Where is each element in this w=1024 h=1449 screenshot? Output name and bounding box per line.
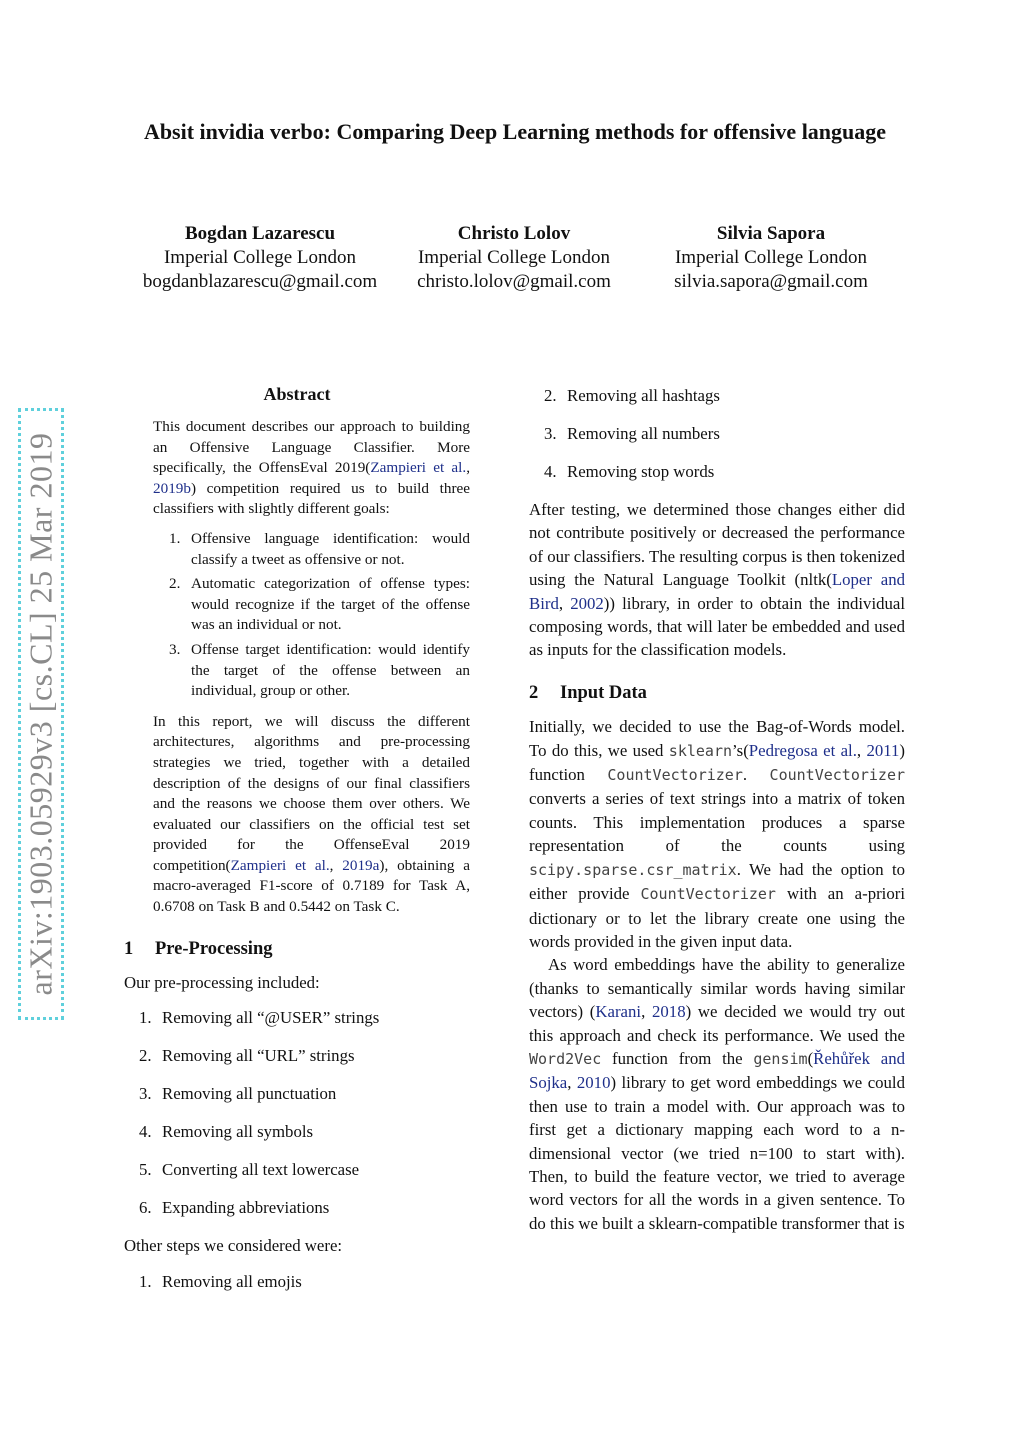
goals-list: [153, 529, 470, 702]
citation-link[interactable]: Zampieri et al.: [230, 856, 330, 874]
author-name: Silvia Sapora: [716, 223, 826, 244]
citation-link[interactable]: 2002: [570, 593, 604, 613]
left-column: [124, 380, 470, 1308]
section-heading: 2 Input Data: [529, 682, 647, 703]
list-item: 4. Removing all symbols: [139, 1122, 314, 1142]
list-item: 4. Removing stop words: [544, 462, 715, 481]
author-email: silvia.sapora@gmail.com: [674, 271, 868, 292]
citation-link[interactable]: Karani: [595, 1002, 642, 1022]
citation-link[interactable]: 2019b: [153, 479, 191, 497]
right-column: [529, 380, 905, 1235]
author-affiliation: Imperial College London: [417, 247, 611, 268]
citation-link[interactable]: 2019a: [342, 856, 380, 874]
abstract-paragraph-2: In this report, we will discuss the different architectures, algorithms and pre-processing strategies we tried, together with a detailed description of the designs of our final classifiers and the reasons we choose them over others. We evaluated our classifiers on the official test set provided for the OffenseEval 2019 competition(Zampieri et al., 2019a), obtaining a macro-averaged F1-score of 0.7189 for Task A, 0.6708 on Task B and 0.5442 on Task C.: [153, 712, 470, 916]
input-data-paragraph-1: Initially, we decided to use the Bag-of-Words model. To do this, we used sklearn’s(Pedregosa et al., 2011) function CountVectorizer. CountVectorizer converts a series of text strings into a matrix of token counts. This implementation produces a sparse representation of the counts using scipy.sparse.csr_matrix. We had the option to either provide CountVectorizer with an a-priori dictionary or to let the library create one using the words provided in the given input data.: [529, 717, 906, 951]
author-2: [364, 222, 664, 294]
author-email: christo.lolov@gmail.com: [417, 271, 611, 292]
citation-link[interactable]: Loper and Bird: [529, 570, 905, 613]
list-item: 2. Removing all hashtags: [544, 386, 720, 405]
abstract-heading: Abstract: [263, 384, 331, 404]
author-3: [621, 222, 921, 294]
list-item: 3. Offense target identification: would identify the target of the offense between an individual, group or other.: [169, 640, 470, 700]
abstract-paragraph-1: This document describes our approach to building an Offensive Language Classifier. More specifically, the OffensEval 2019(Zampieri et al., 2019b) competition required us to build three classifiers with slightly different goals:: [153, 418, 470, 518]
pre-processing-steps-list: [124, 1006, 470, 1219]
arxiv-identifier: arXiv:1903.05929v3 [cs.CL] 25 Mar 2019: [22, 432, 59, 996]
list-item: 3. Removing all punctuation: [139, 1084, 337, 1104]
citation-link[interactable]: 2018: [652, 1002, 686, 1022]
abstract-body: [124, 417, 470, 918]
list-item: 1. Removing all emojis: [139, 1271, 302, 1291]
list-item: 1. Offensive language identification: would classify a tweet as offensive or not.: [169, 529, 470, 568]
citation-link[interactable]: Zampieri et al.: [370, 459, 467, 477]
list-item: 3. Removing all numbers: [544, 424, 720, 443]
list-item: 6. Expanding abbreviations: [139, 1198, 330, 1218]
section-heading: 1 Pre-Processing: [124, 938, 273, 959]
author-affiliation: Imperial College London: [163, 247, 357, 268]
section-intro: Our pre-processing included:: [124, 973, 320, 993]
citation-link[interactable]: Pedregosa et al.: [748, 740, 857, 760]
tokenization-paragraph: After testing, we determined those changes either did not contribute positively or decreased the performance of our classifiers. The resulting corpus is then tokenized using the Natural Language Toolkit (nltk(Loper and Bird, 2002)) library, in order to obtain the individual composing words, that will later be embedded and used as inputs for the classification models.: [529, 500, 906, 660]
other-steps-list-continued: [529, 384, 905, 483]
author-name: Bogdan Lazarescu: [184, 223, 336, 244]
input-data-paragraph-2: As word embeddings have the ability to generalize (thanks to semantically similar words having similar vectors) (Karani, 2018) we decided we would try out this approach and check its performance. We used the Word2Vec function from the gensim(Řehůřek and Sojka, 2010) library to get word embeddings we could then use to train a model with. Our approach was to first get a dictionary mapping each word to a n-dimensional vector (we tried n=100 to start with). Then, to build the feature vector, we tried to average word vectors for all the words in a given sentence. To do this we built a sklearn-compatible transformer that is: [529, 955, 906, 1233]
arxiv-identifier-box[interactable]: [18, 408, 64, 1020]
citation-link[interactable]: 2010: [576, 1073, 611, 1093]
list-item: 2. Automatic categorization of offense types: would recognize if the target of the offense was an individual or not.: [169, 575, 470, 634]
citation-link[interactable]: 2011: [866, 740, 900, 760]
author-affiliation: Imperial College London: [674, 247, 868, 268]
list-item: 5. Converting all text lowercase: [139, 1160, 360, 1180]
other-steps-list: [124, 1270, 470, 1293]
section-pre-processing: [124, 938, 470, 1294]
list-item: 1. Removing all “@USER” strings: [139, 1008, 380, 1028]
author-name: Christo Lolov: [457, 223, 571, 244]
citation-link[interactable]: Řehůřek and Sojka: [529, 1048, 906, 1093]
author-email: bogdanblazarescu@gmail.com: [142, 271, 378, 292]
list-item: 2. Removing all “URL” strings: [139, 1046, 355, 1066]
paper-title: Absit invidia verbo: Comparing Deep Learning methods for offensive language: [143, 119, 887, 144]
other-steps-intro: Other steps we considered were:: [124, 1236, 343, 1256]
